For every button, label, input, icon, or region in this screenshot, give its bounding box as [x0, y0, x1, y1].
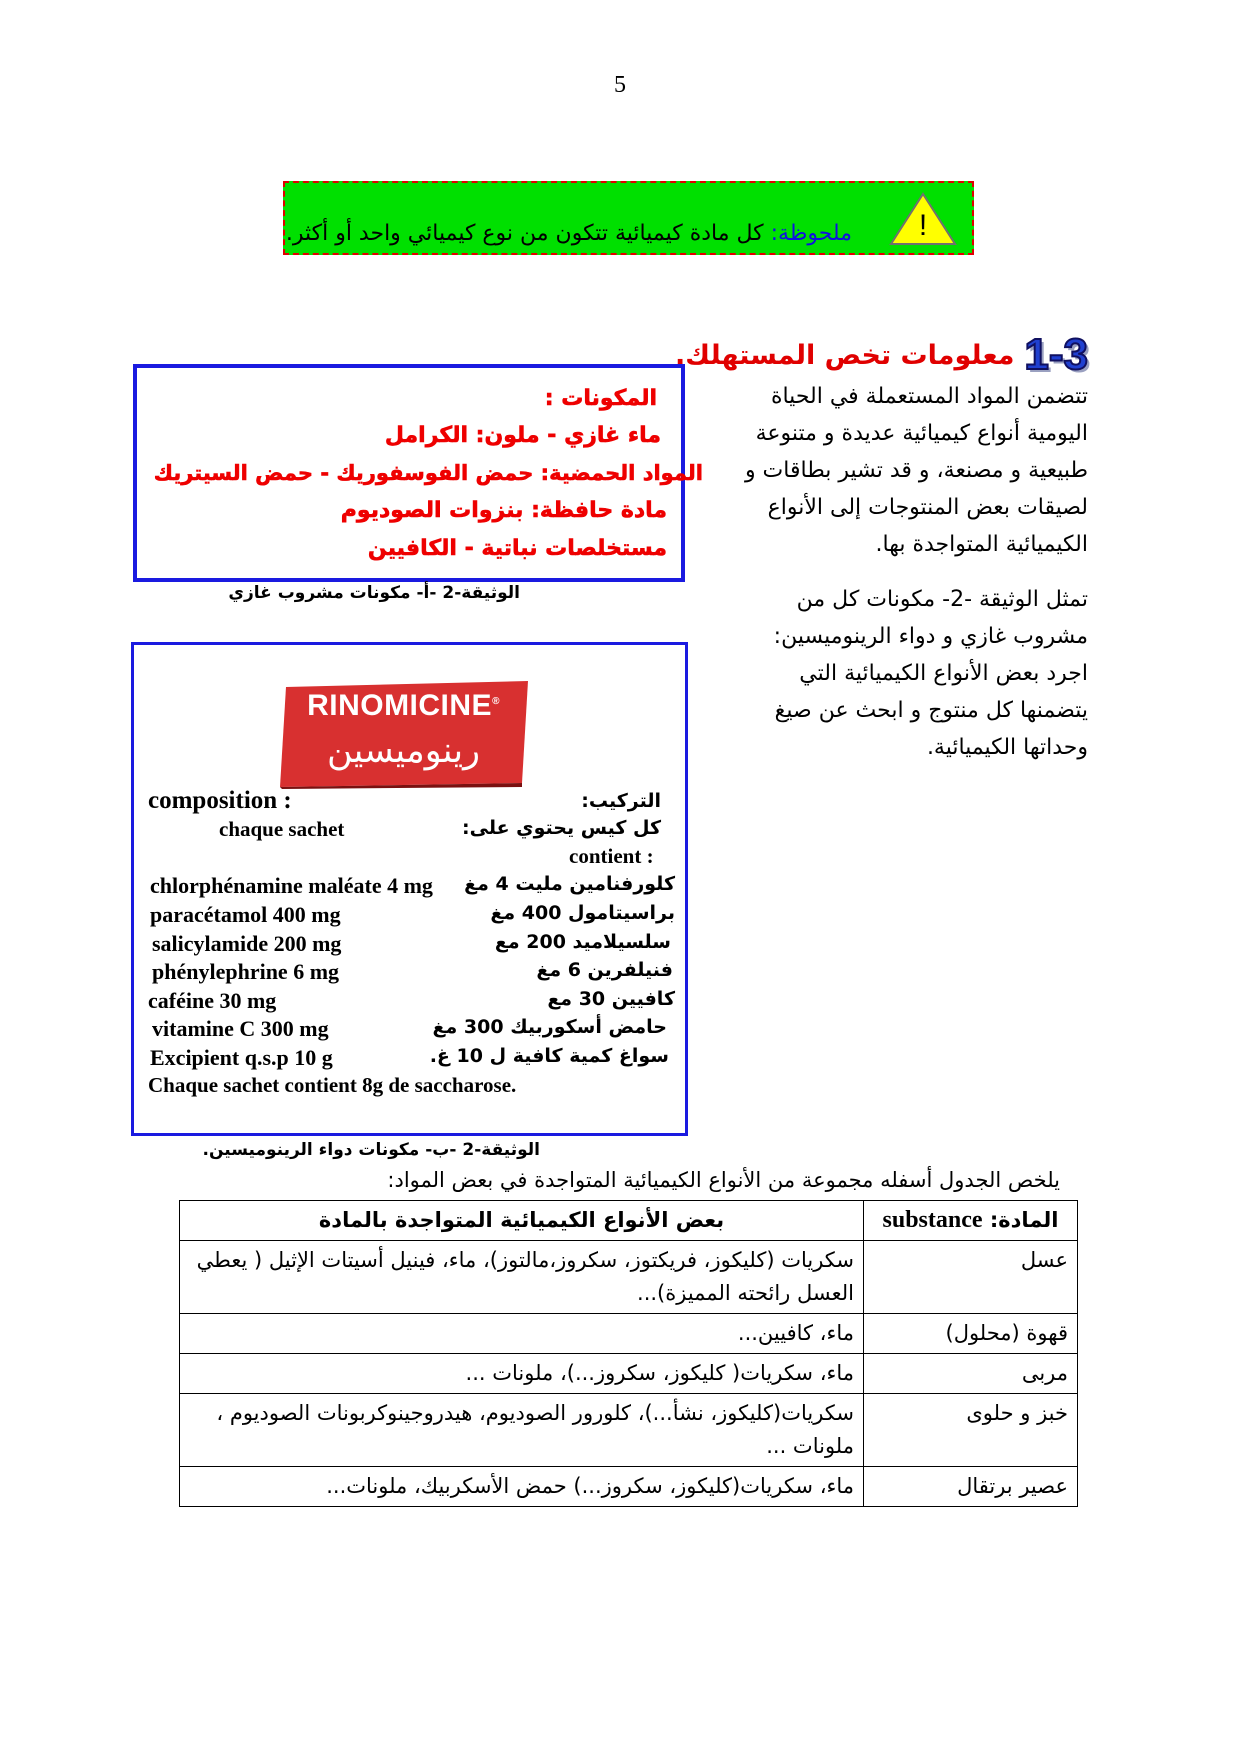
ingredient-ar: كافيين 30 مع [547, 988, 675, 1010]
section-heading [675, 330, 1088, 380]
cell-substance: عسل [864, 1241, 1078, 1314]
ingredient-fr: salicylamide 200 mg [152, 931, 342, 956]
cell-species: ماء، سكريات(كليكوز، سكروز...) حمض الأسكربيك، ملونات... [180, 1467, 864, 1507]
ingredient-ar: سواغ كمية كافية ل 10 غ. [429, 1045, 669, 1067]
soda-line: مستخلصات نباتية - الكافيين [367, 536, 667, 561]
soda-line: المكونات : [544, 386, 657, 411]
cell-substance: قهوة (محلول) [864, 1314, 1078, 1354]
ingredient-ar: سلسيلاميد 200 مع [494, 931, 671, 953]
cell-species: ماء، كافيين... [180, 1314, 864, 1354]
paragraph-line: طبيعية و مصنعة، و قد تشير بطاقات و [744, 458, 1088, 483]
table-header-row [180, 1201, 1078, 1241]
ingredient-fr: caféine 30 mg [148, 988, 277, 1013]
cell-species: ماء، سكريات( كليكوز، سكروز...)، ملونات ... [180, 1354, 864, 1394]
header-species: بعض الأنواع الكيميائية المتواجدة بالمادة [180, 1201, 864, 1241]
paragraph-line: يتضمنها كل منتوج و ابحث عن صيغ [774, 698, 1088, 723]
task-paragraph [698, 581, 1088, 766]
logo-latin: RINOMICINE® [307, 689, 500, 722]
header-substance [864, 1201, 1078, 1241]
section-number: 1-3 [1024, 330, 1088, 379]
table-row [180, 1314, 1078, 1354]
paragraph-line: اجرد بعض الأنواع الكيميائية التي [799, 661, 1088, 686]
cell-substance: عصير برتقال [864, 1467, 1078, 1507]
cell-species: سكريات(كليكوز، نشأ...)، كلورور الصوديوم، هيدروجينوكربونات الصوديوم ، ملونات ... [180, 1394, 864, 1467]
warning-icon [888, 191, 958, 247]
paragraph-line: لصيقات بعض المنتوجات إلى الأنواع [767, 495, 1088, 520]
ingredient-fr: phénylephrine 6 mg [152, 959, 340, 984]
soda-line: ماء غازي - ملون: الكرامل [384, 423, 661, 448]
note-body: كل مادة كيميائية تتكون من نوع كيميائي واحد أو أكثر. [285, 221, 771, 246]
paragraph-line: تمثل الوثيقة -2- مكونات كل من [796, 587, 1088, 612]
table-row [180, 1394, 1078, 1467]
header-substance-fr: substance [882, 1207, 983, 1233]
ingredient-fr: paracétamol 400 mg [150, 902, 341, 927]
ingredient-fr: Excipient q.s.p 10 g [150, 1045, 333, 1070]
intro-paragraph [698, 378, 1088, 563]
composition-fr: composition : [148, 787, 292, 814]
ingredient-ar: حامض أسكوربيك 300 مغ [432, 1016, 667, 1038]
soda-line: مادة حافظة: بنزوات الصوديوم [340, 498, 667, 523]
paragraph-line: وحداتها الكيميائية. [926, 735, 1088, 760]
paragraph-line: مشروب غازي و دواء الرينوميسين: [773, 624, 1088, 649]
table-row [180, 1241, 1078, 1314]
paragraph-line: اليومية أنواع كيميائية عديدة و متنوعة [755, 421, 1088, 446]
note-label: ملحوظة: [770, 221, 852, 246]
table-row [180, 1467, 1078, 1507]
section-title: معلومات تخص المستهلك. [675, 339, 1015, 371]
logo-arabic: رينوميسين [326, 731, 481, 771]
saccharose-note: Chaque sachet contient 8g de saccharose. [148, 1073, 517, 1097]
table-intro: يلخص الجدول أسفله مجموعة من الأنواع الكيميائية المتواجدة في بعض المواد: [387, 1168, 1060, 1192]
paragraph-line: الكيميائية المتواجدة بها. [875, 532, 1088, 557]
ingredient-fr: chlorphénamine maléate 4 mg [150, 873, 433, 898]
note-text [286, 221, 852, 246]
ingredient-ar: براسيتامول 400 مغ [490, 902, 675, 924]
ingredient-fr: vitamine C 300 mg [152, 1016, 329, 1041]
sachet-ar: كل كيس يحتوي على: [462, 817, 661, 839]
contient-label: contient : [569, 844, 654, 868]
paragraph-line: تتضمن المواد المستعملة في الحياة [770, 384, 1088, 409]
soda-ingredients-box [133, 364, 703, 582]
table-row [180, 1354, 1078, 1394]
rinomicine-caption: الوثيقة-2 -ب- مكونات دواء الرينوميسين. [202, 1140, 540, 1160]
soda-caption: الوثيقة-2 -أ- مكونات مشروب غازي [228, 583, 520, 603]
header-substance-ar: المادة: [989, 1208, 1059, 1232]
substances-table [179, 1200, 1078, 1507]
composition-ar: التركيب: [581, 790, 661, 812]
warning-icon-mark: ! [918, 209, 928, 242]
page-number: 5 [614, 72, 626, 98]
cell-substance: مربى [864, 1354, 1078, 1394]
ingredient-ar: فنيلفرين 6 مغ [536, 959, 673, 981]
cell-species: سكريات (كليكوز، فريكتوز، سكروز،مالتوز)، ماء، فينيل أسيتات الإثيل ( يعطي العسل رائحته المميزة)... [180, 1241, 864, 1314]
ingredient-ar: كلورفنامين مليت 4 مغ [464, 873, 675, 895]
cell-substance: خبز و حلوى [864, 1394, 1078, 1467]
rinomicine-box [131, 642, 688, 1136]
soda-line: المواد الحمضية: حمض الفوسفوريك - حمض السيتريك [153, 461, 703, 485]
note-box [283, 181, 974, 255]
rinomicine-logo-text [276, 679, 531, 789]
sachet-fr: chaque sachet [219, 817, 345, 841]
